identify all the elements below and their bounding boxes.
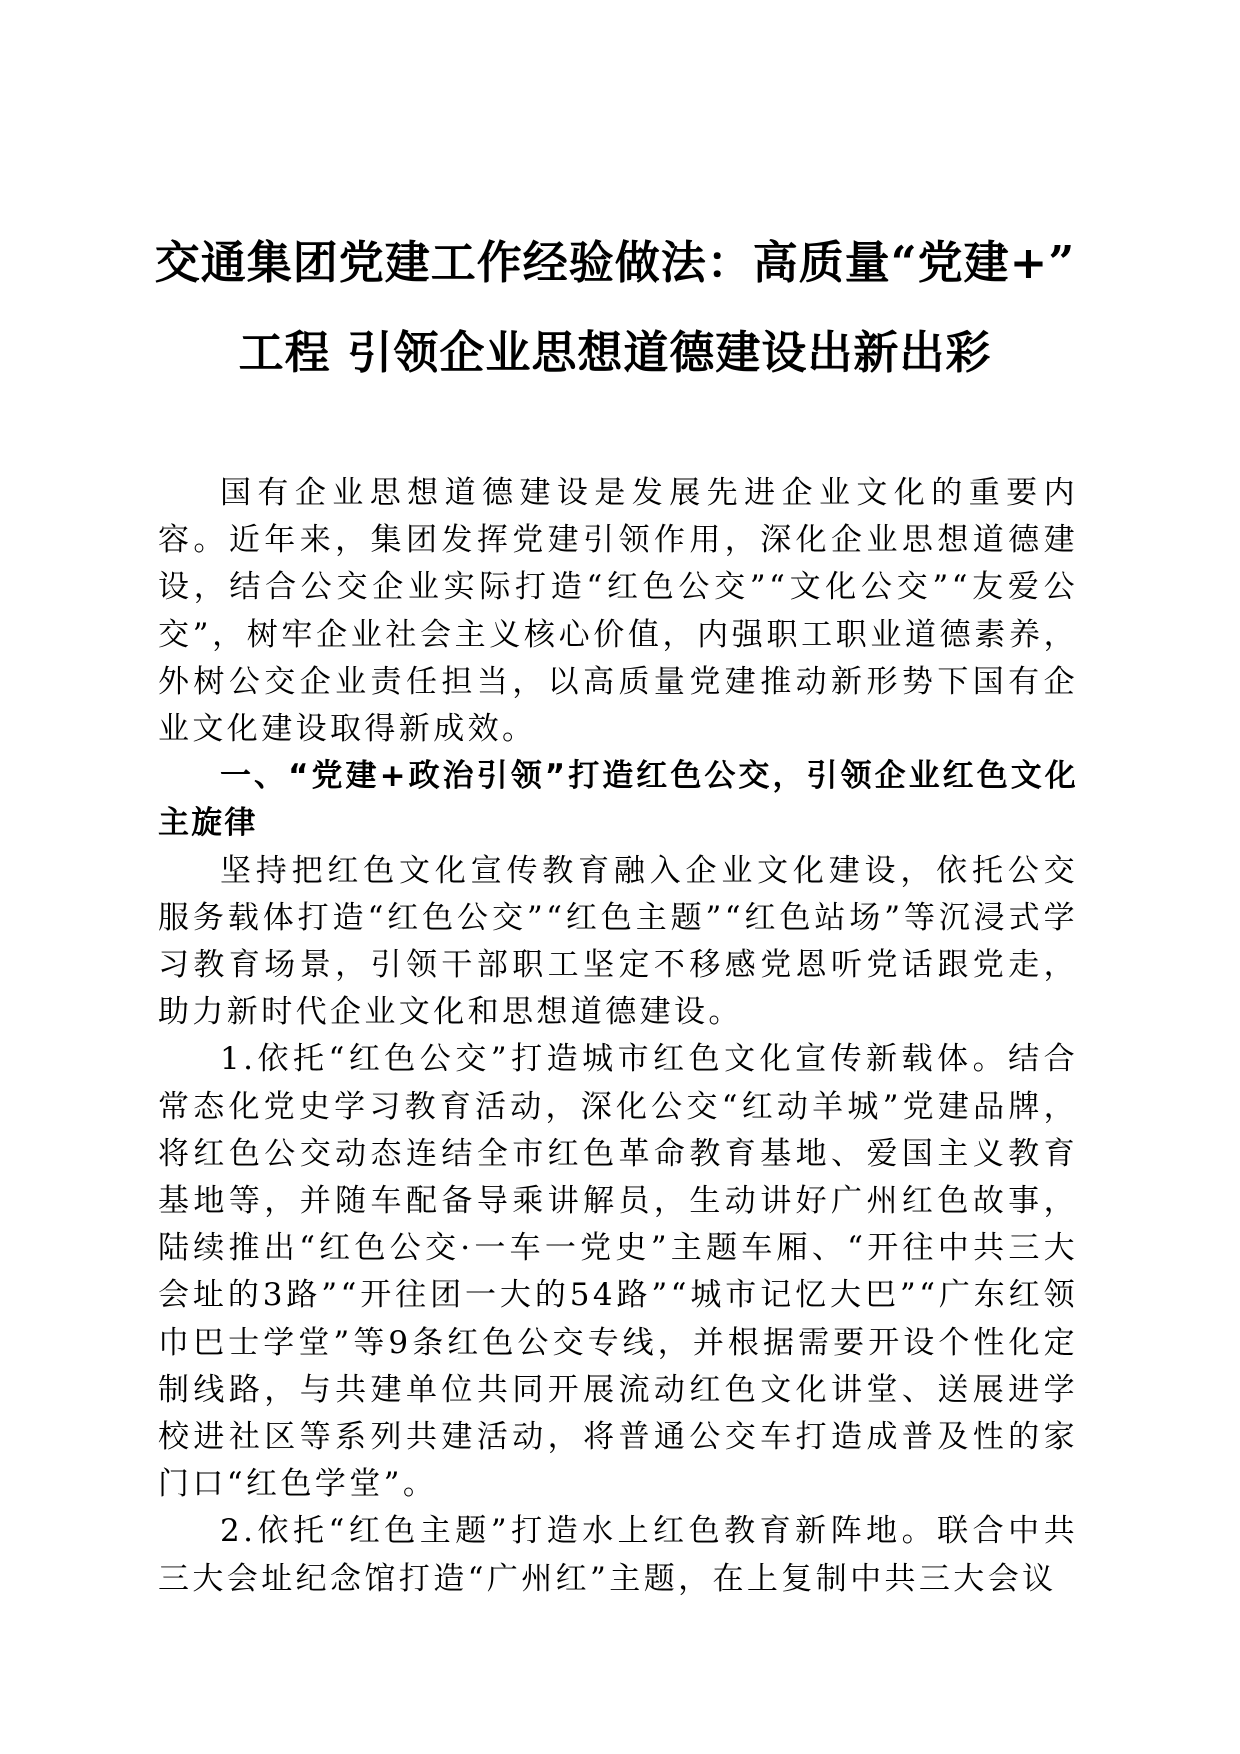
section-1-heading: 一、“党建+政治引领”打造红色公交，引领企业红色文化主旋律 xyxy=(158,758,1078,842)
item-1-paragraph: 1.依托“红色公交”打造城市红色文化宣传新载体。结合常态化党史学习教育活动，深化公交“红动羊城”党建品牌，将红色公交动态连结全市红色革命教育基地、爱国主义教育基地等，并随车配备导乘讲解员，生动讲好广州红色故事，陆续推出“红色公交·一车一党史”主题车厢、“开往中共三大会址的3路”“开往团一大的54路”“城市记忆大巴”“广东红领巾巴士学堂”等9条红色公交专线，并根据需要开设个性化定制线路，与共建单位共同开展流动红色文化讲堂、送展进学校进社区等系列共建活动，将普通公交车打造成普及性的家门口“红色学堂”。 xyxy=(158,1041,1078,1503)
title-line-2: 工程 引领企业思想道德建设出新出彩 xyxy=(238,326,992,379)
document-body xyxy=(158,470,1078,1603)
intro-paragraph: 国有企业思想道德建设是发展先进企业文化的重要内容。近年来，集团发挥党建引领作用，深化企业思想道德建设，结合公交企业实际打造“红色公交”“文化公交”“友爱公交”，树牢企业社会主义核心价值，内强职工职业道德素养，外树公交企业责任担当，以高质量党建推动新形势下国有企业文化建设取得新成效。 xyxy=(158,475,1078,748)
document-title xyxy=(150,218,1080,398)
item-2-paragraph: 2.依托“红色主题”打造水上红色教育新阵地。联合中共三大会址纪念馆打造“广州红”主题，在上复制中共三大会议 xyxy=(158,1513,1078,1597)
title-line-1: 交通集团党建工作经验做法：高质量“党建+” xyxy=(154,236,1076,289)
section-1-paragraph: 坚持把红色文化宣传教育融入企业文化建设，依托公交服务载体打造“红色公交”“红色主题”“红色站场”等沉浸式学习教育场景，引领干部职工坚定不移感党恩听党话跟党走，助力新时代企业文化和思想道德建设。 xyxy=(158,852,1078,1031)
